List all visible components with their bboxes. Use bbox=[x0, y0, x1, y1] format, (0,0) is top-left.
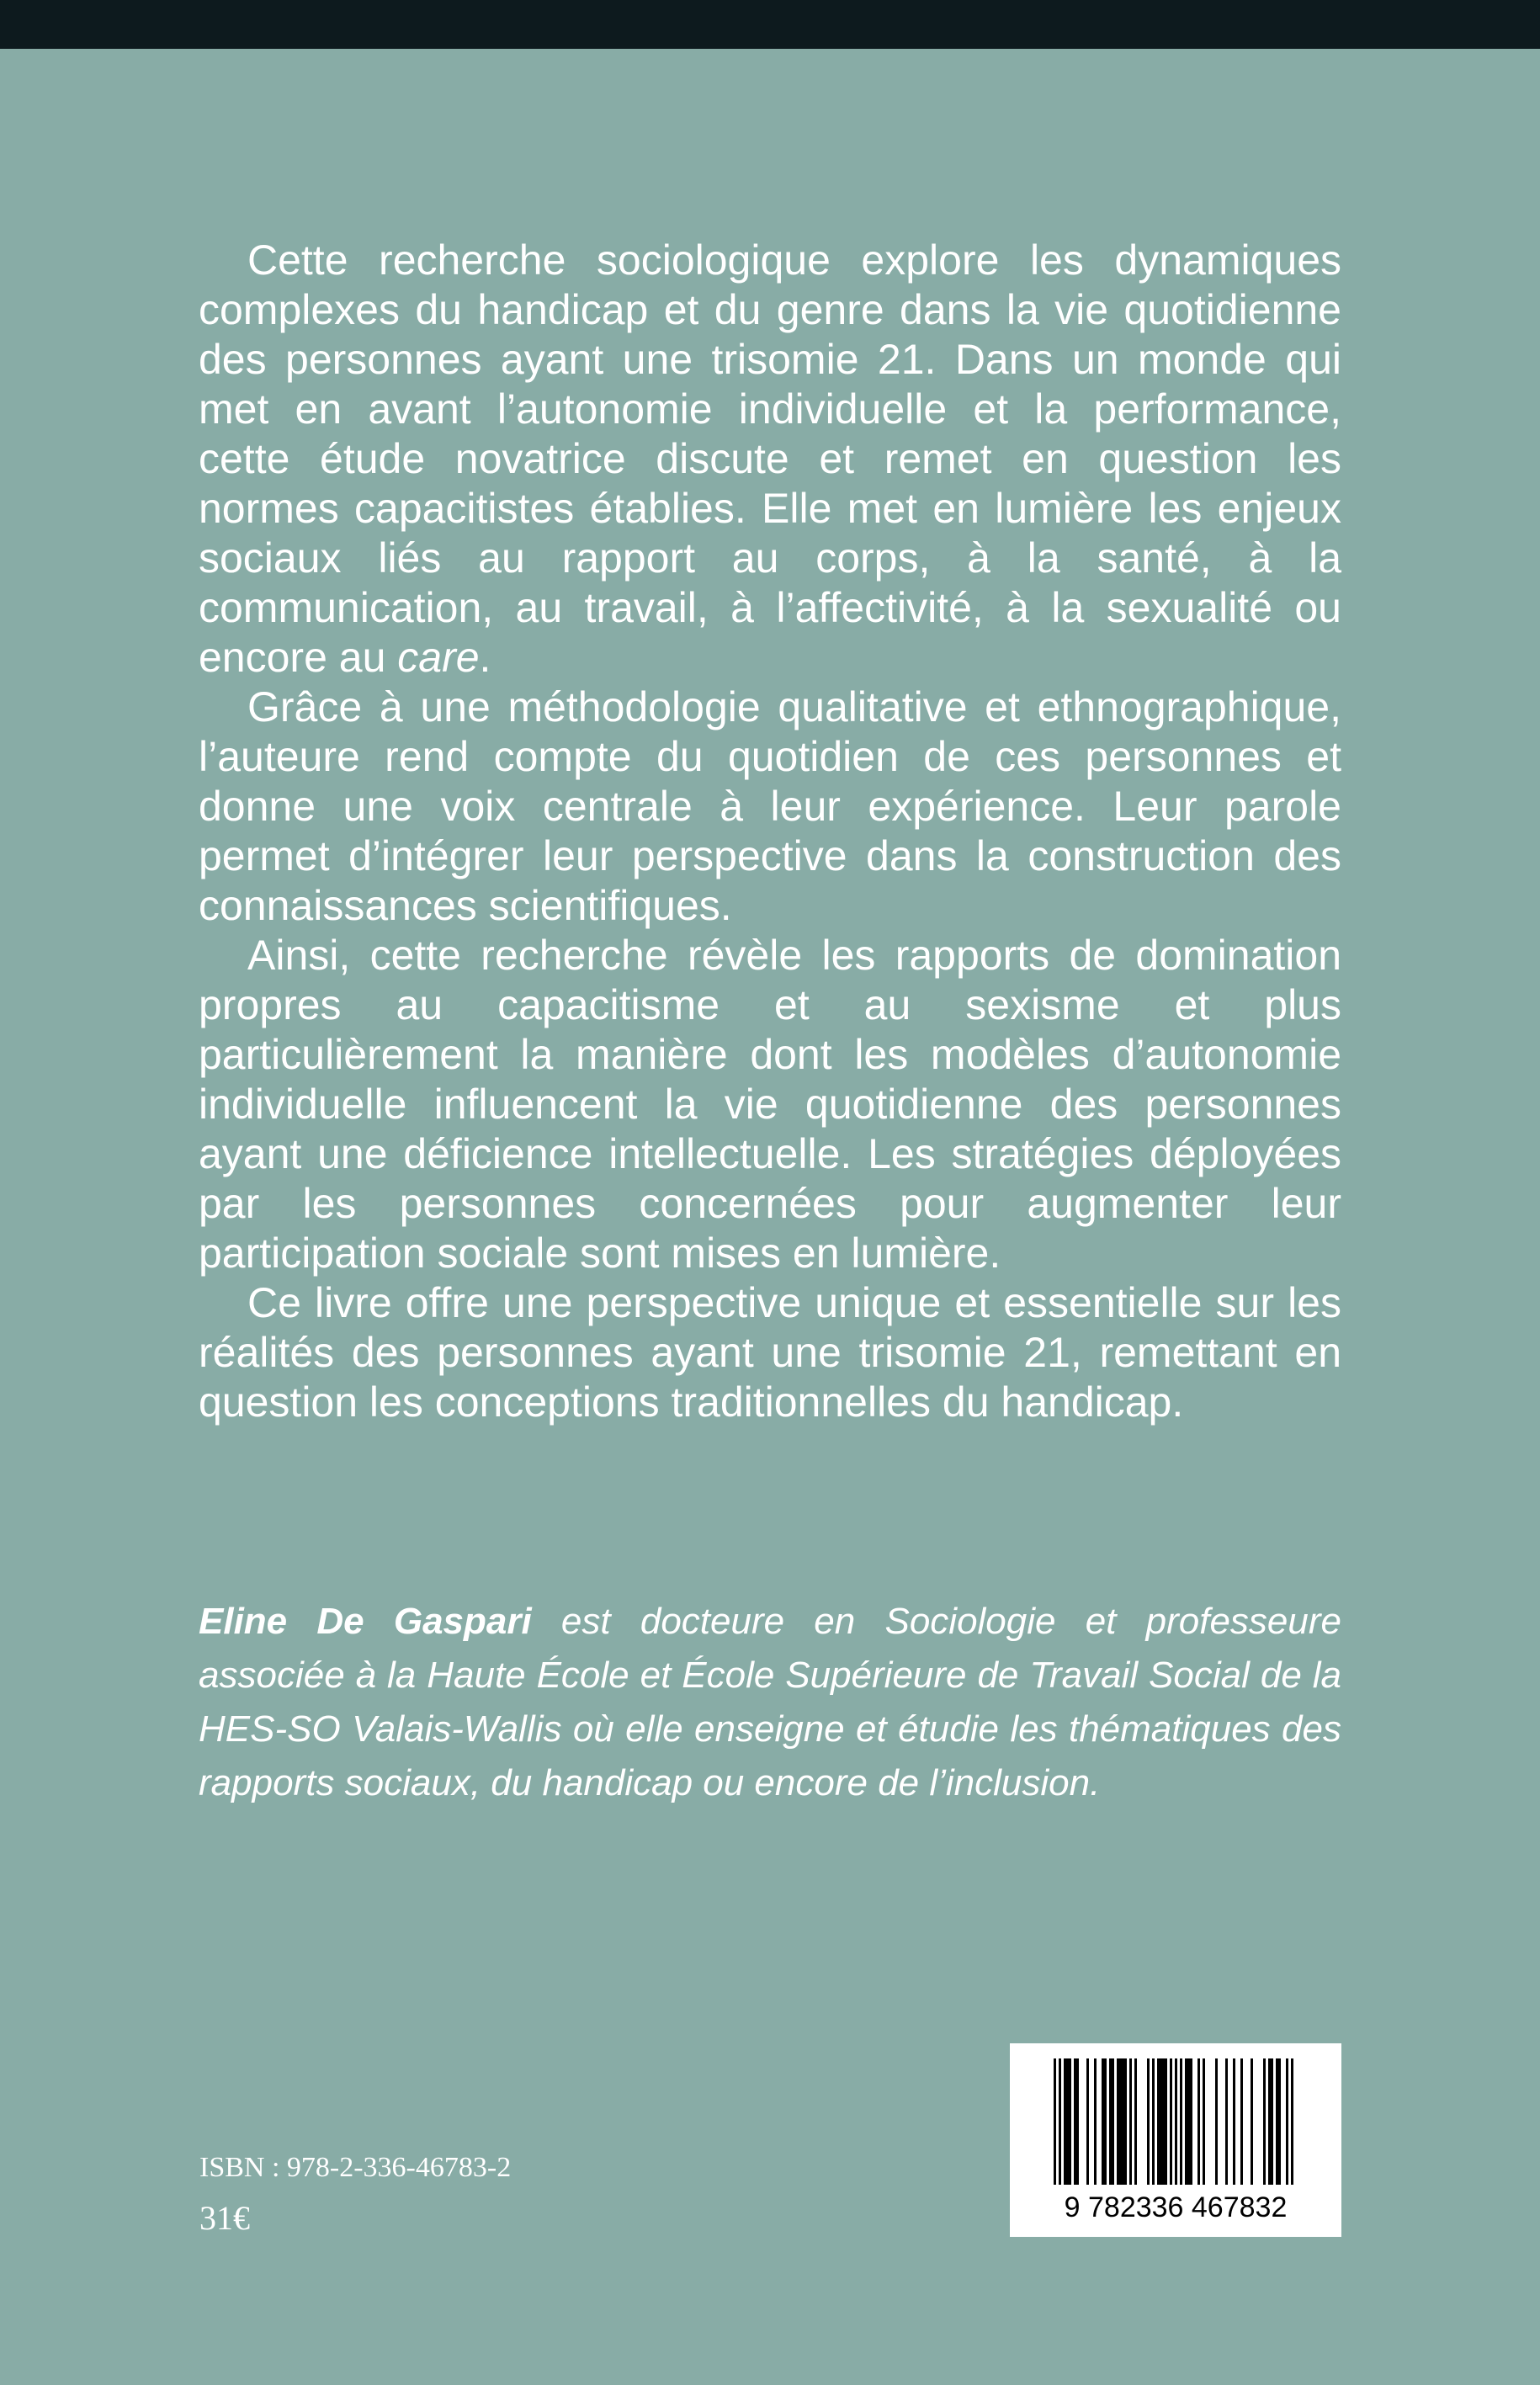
barcode-bar bbox=[1276, 2058, 1278, 2185]
barcode-bar bbox=[1066, 2058, 1069, 2185]
barcode-bar bbox=[1129, 2058, 1132, 2185]
barcode-bar bbox=[1109, 2058, 1112, 2185]
price-label: 31€ bbox=[199, 2199, 250, 2237]
summary-paragraph-4: Ce livre offre une perspective unique et essentielle sur les réalités des personnes ayant une trisomie 21, remettant en question les conceptions traditionnelles du handicap. bbox=[199, 1279, 1341, 1426]
barcode-bar bbox=[1162, 2058, 1165, 2185]
barcode-bar bbox=[1190, 2058, 1192, 2185]
barcode-bar bbox=[1187, 2058, 1190, 2185]
barcode-bar bbox=[1152, 2058, 1155, 2185]
barcode-bar bbox=[1233, 2058, 1235, 2185]
back-cover-summary bbox=[199, 236, 1341, 1427]
barcode-bar bbox=[1124, 2058, 1127, 2185]
barcode-bar bbox=[1215, 2058, 1218, 2185]
barcode-bar bbox=[1240, 2058, 1243, 2185]
barcode-bar bbox=[1069, 2058, 1071, 2185]
barcode-bar bbox=[1185, 2058, 1187, 2185]
isbn-label: ISBN : 978-2-336-46783-2 bbox=[199, 2152, 512, 2183]
barcode-bar bbox=[1160, 2058, 1162, 2185]
barcode-bar bbox=[1271, 2058, 1273, 2185]
author-bio-text: est docteure en Sociologie et professeure associée à la Haute École et École Supérieure de Travail Social de la HES-SO Valais-Wallis où elle enseigne et étudie les thématiques des rapports sociaux, du handicap ou encore de l’inclusion. bbox=[199, 1601, 1341, 1803]
barcode-bar bbox=[1117, 2058, 1119, 2185]
barcode-bar bbox=[1094, 2058, 1097, 2185]
barcode-bar bbox=[1203, 2058, 1205, 2185]
summary-paragraph-1 bbox=[199, 236, 1341, 683]
barcode-bar bbox=[1157, 2058, 1160, 2185]
barcode-bar bbox=[1134, 2058, 1137, 2185]
barcode-bar bbox=[1102, 2058, 1104, 2185]
author-name: Eline De Gaspari bbox=[199, 1601, 532, 1642]
author-bio bbox=[199, 1595, 1341, 1810]
barcode bbox=[1010, 2043, 1341, 2237]
italic-word-care: care bbox=[397, 634, 480, 681]
barcode-bar bbox=[1170, 2058, 1172, 2185]
barcode-graphic bbox=[1010, 2043, 1341, 2237]
summary-paragraph-3: Ainsi, cette recherche révèle les rapports de domination propres au capacitisme et au sexisme et plus particulièrement la manière dont les modèles d’autonomie individuelle influencent la vie quotidienne des personnes ayant une déficience intellectuelle. Les stratégies déployées par les personnes concernées pour augmenter leur participation sociale sont mises en lumière. bbox=[199, 932, 1341, 1277]
barcode-bar bbox=[1054, 2058, 1056, 2185]
barcode-bar bbox=[1064, 2058, 1066, 2185]
summary-paragraph-1-end: . bbox=[479, 634, 491, 681]
barcode-bar bbox=[1180, 2058, 1182, 2185]
barcode-bar bbox=[1225, 2058, 1228, 2185]
summary-paragraph-1-text: Cette recherche sociologique explore les dynamiques complexes du handicap et du genre dans la vie quotidienne des personnes ayant une trisomie 21. Dans un monde qui met en avant l’autonomie individuelle et la performance, cette étude novatrice discute et remet en question les normes capacitistes établies. Elle met en lumière les enjeux sociaux liés au rapport au corps, à la santé, à la communication, au travail, à l’affectivité, à la sexualité ou encore au bbox=[199, 236, 1341, 681]
barcode-bar bbox=[1122, 2058, 1124, 2185]
barcode-bar bbox=[1268, 2058, 1271, 2185]
barcode-bar bbox=[1278, 2058, 1281, 2185]
barcode-bar bbox=[1076, 2058, 1079, 2185]
barcode-bar bbox=[1074, 2058, 1076, 2185]
barcode-bar bbox=[1147, 2058, 1150, 2185]
barcode-bar bbox=[1197, 2058, 1200, 2185]
barcode-bar bbox=[1175, 2058, 1177, 2185]
barcode-bar bbox=[1263, 2058, 1266, 2185]
barcode-bar bbox=[1165, 2058, 1167, 2185]
barcode-bar bbox=[1059, 2058, 1061, 2185]
barcode-bar bbox=[1119, 2058, 1122, 2185]
summary-paragraph-2: Grâce à une méthodologie qualitative et ethnographique, l’auteure rend compte du quotidien de ces personnes et donne une voix centrale à leur expérience. Leur parole permet d’intégrer leur perspective dans la construction des connaissances scientifiques. bbox=[199, 683, 1341, 929]
barcode-digits: 9 782336 467832 bbox=[1064, 2191, 1288, 2223]
barcode-bar bbox=[1104, 2058, 1107, 2185]
barcode-bar bbox=[1086, 2058, 1089, 2185]
barcode-bar bbox=[1291, 2058, 1293, 2185]
barcode-bar bbox=[1112, 2058, 1114, 2185]
top-dark-band bbox=[0, 0, 1540, 49]
barcode-bar bbox=[1286, 2058, 1288, 2185]
barcode-bar bbox=[1251, 2058, 1253, 2185]
